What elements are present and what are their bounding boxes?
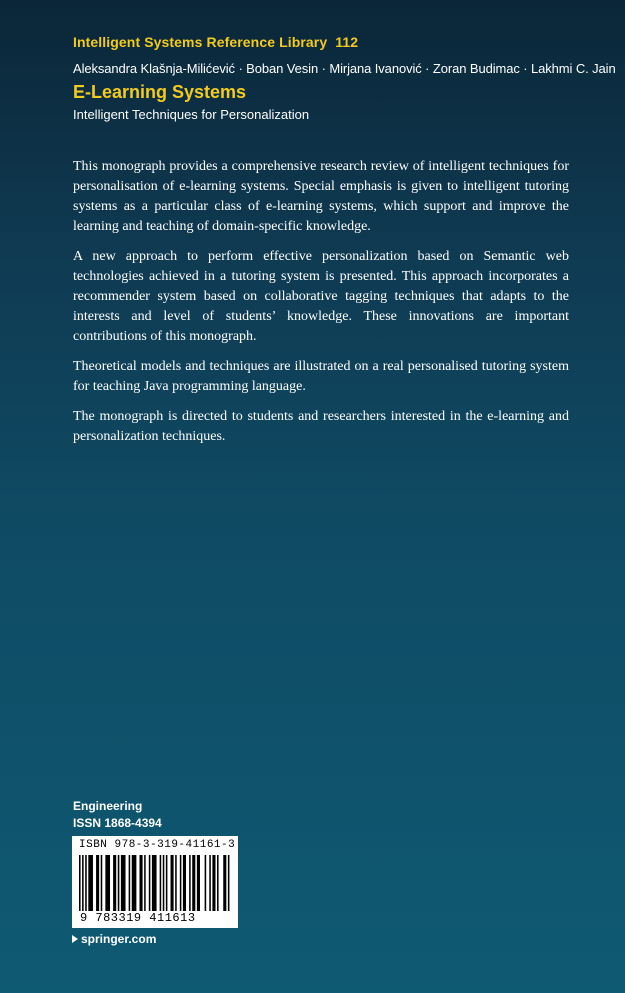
barcode-bar xyxy=(132,855,137,911)
barcode-bar xyxy=(118,855,120,911)
barcode-bar xyxy=(160,855,162,911)
publisher-link[interactable] xyxy=(72,932,156,946)
triangle-right-icon xyxy=(72,935,78,943)
isbn-barcode xyxy=(72,836,238,928)
barcode-bar xyxy=(82,855,84,911)
barcode-bar xyxy=(101,855,103,911)
barcode-bar xyxy=(85,855,87,911)
barcode-bar xyxy=(88,855,93,911)
description-paragraph: This monograph provides a comprehensive research review of intelligent techniques for personalisation of e-learning systems. Special emphasis is given to intelligent tutoring systems as a particular class of e-learning systems, which support and improve the learning and teaching of domain-specific knowledge. xyxy=(73,159,569,234)
isbn-label: ISBN 978-3-319-41161-3 xyxy=(79,839,236,851)
description-paragraph: A new approach to perform effective personalization based on Semantic web technologies achieved in a tutoring system is presented. This approach incorporates a recommender system based on collaborative tagging techniques that adapts to the interests and level of students’ knowledge. These innovations are important contributions of this monograph. xyxy=(73,249,569,344)
barcode-bar xyxy=(180,855,182,911)
barcode-bar xyxy=(163,855,165,911)
barcode-bar xyxy=(175,855,177,911)
barcode-bar xyxy=(149,855,151,911)
description-paragraph: Theoretical models and techniques are illustrated on a real personalised tutoring system for teaching Java programming language. xyxy=(73,359,569,394)
barcode-bar xyxy=(183,855,186,911)
publisher-url: springer.com xyxy=(81,932,157,946)
book-subtitle: Intelligent Techniques for Personalization xyxy=(73,107,310,122)
barcode-bar xyxy=(121,855,126,911)
book-title: E-Learning Systems xyxy=(73,82,247,102)
series-volume: 112 xyxy=(335,34,359,50)
barcode-bar xyxy=(152,855,157,911)
barcode-bar xyxy=(139,855,142,911)
barcode-bar xyxy=(166,855,168,911)
barcode-bar xyxy=(113,855,116,911)
barcode-bar xyxy=(105,855,110,911)
barcode-bar xyxy=(144,855,146,911)
subject-info xyxy=(73,798,162,832)
barcode-bar xyxy=(223,855,226,911)
description-text xyxy=(73,157,569,457)
barcode-bar xyxy=(96,855,99,911)
issn-number: ISSN 1868-4394 xyxy=(73,816,162,830)
barcode-bar xyxy=(209,855,211,911)
author-list: Aleksandra Klašnja-Milićević · Boban Vesin · Mirjana Ivanović · Zoran Budimac · Lakhmi C. Jain xyxy=(73,61,616,76)
barcode-bars xyxy=(77,855,233,911)
barcode-digits: 9 783319 411613 xyxy=(80,911,196,925)
barcode-bar xyxy=(205,855,207,911)
barcode-bar xyxy=(79,855,81,911)
barcode-bar xyxy=(129,855,131,911)
series-name: Intelligent Systems Reference Library xyxy=(73,34,328,50)
barcode-bar xyxy=(197,855,200,911)
description-paragraph: The monograph is directed to students and researchers interested in the e-learning and personalization techniques. xyxy=(73,409,569,444)
barcode-bar xyxy=(189,855,191,911)
barcode-bar xyxy=(212,855,215,911)
barcode-bar xyxy=(228,855,230,911)
barcode-bar xyxy=(171,855,174,911)
barcode-bar xyxy=(192,855,195,911)
barcode-bar xyxy=(217,855,219,911)
series-header xyxy=(73,34,358,50)
subject-category: Engineering xyxy=(73,799,143,813)
